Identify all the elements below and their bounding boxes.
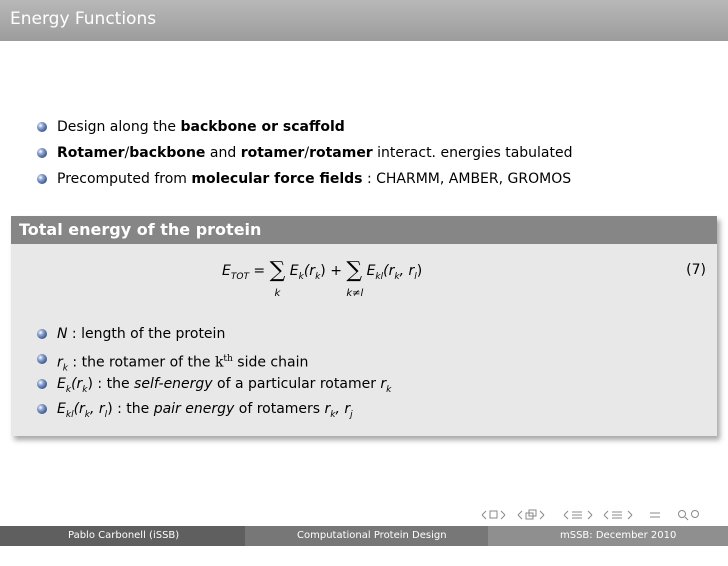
energy-equation [222, 258, 423, 299]
def-text: (r [73, 401, 85, 417]
bullet-icon [37, 404, 47, 414]
eq-text: (r [383, 263, 395, 279]
nav-next-frame-icon[interactable] [501, 511, 505, 519]
nav-frame-icon [490, 511, 497, 518]
footer-title: Computational Protein Design [297, 530, 447, 541]
sum-index-1: k [274, 288, 281, 299]
nav-section-icon [572, 512, 582, 518]
nav-prev-subsection-icon[interactable] [518, 511, 522, 519]
eq-text: ) [416, 263, 423, 279]
def-symbol: r [380, 376, 387, 392]
def-text: , r [90, 401, 105, 417]
list-item-text: / [304, 145, 310, 161]
def-subscript: k [84, 409, 91, 420]
def-text: ) [87, 376, 93, 392]
list-item [37, 169, 573, 195]
def-subscript: l [104, 409, 108, 420]
sum-symbol-2: ∑ k≠l [346, 258, 364, 299]
eq-subscript: kl [375, 271, 384, 282]
def-text: of a particular rotamer [212, 376, 381, 392]
list-item [37, 324, 391, 349]
def-subscript: k [82, 384, 88, 395]
eq-text: ) [320, 263, 326, 279]
nav-prev-doc-icon[interactable] [604, 511, 608, 519]
def-text: of rotamers [234, 401, 325, 417]
def-text: : length of the protein [67, 326, 226, 342]
list-item-text: : CHARMM, AMBER, GROMOS [362, 171, 572, 187]
def-subscript: k [386, 384, 392, 395]
nav-doc-icon [612, 512, 622, 518]
nav-next-subsection-icon[interactable] [540, 511, 544, 519]
footer-page-number: 25 / 45 [526, 550, 562, 561]
def-italic: pair energy [153, 401, 235, 417]
def-text: ) [107, 401, 113, 417]
def-symbol: N [57, 326, 68, 342]
def-subscript: k [62, 363, 68, 374]
list-item-text: rotamer [309, 145, 373, 161]
def-symbol: k [214, 354, 224, 371]
list-item-text: Design along the [57, 119, 181, 135]
bullet-icon [37, 122, 47, 132]
eq-subscript: k [315, 271, 321, 282]
list-item-text: Rotamer [57, 145, 125, 161]
footer-title-segment [245, 526, 488, 546]
def-symbol: E [57, 401, 66, 417]
search-icon[interactable] [679, 511, 699, 521]
footer-date-segment [488, 526, 728, 561]
def-text: , r [335, 401, 351, 417]
list-item-text: rotamer [240, 145, 305, 161]
def-superscript: th [223, 354, 233, 364]
def-symbol: E [57, 376, 66, 392]
bullet-icon [37, 379, 47, 389]
eq-subscript: l [414, 271, 417, 282]
def-text: side chain [232, 354, 309, 371]
def-subscript: j [350, 409, 353, 420]
footer-event: mSSB: December 2010 [560, 530, 677, 541]
list-item-text: Precomputed from [57, 171, 192, 187]
eq-symbol: E [289, 263, 299, 279]
bullet-icon [37, 329, 47, 339]
list-item [37, 117, 573, 143]
definition-bullet-list [37, 324, 391, 424]
list-item [37, 143, 573, 169]
block-title-bar [11, 216, 717, 244]
nav-prev-section-icon[interactable] [564, 511, 568, 519]
def-subscript: kl [65, 409, 74, 420]
nav-next-doc-icon[interactable] [628, 511, 632, 519]
bullet-icon [37, 354, 47, 364]
list-item [37, 349, 391, 374]
def-symbol: r [324, 401, 331, 417]
sum-index-2: k≠l [346, 288, 364, 299]
list-item-text: molecular force fields [191, 171, 363, 187]
sum-symbol-1: ∑ k [269, 258, 286, 299]
list-item [37, 399, 391, 424]
frame-title-bar [0, 0, 728, 41]
footer-author: Pablo Carbonell (iSSB) [68, 530, 180, 541]
eq-text: , r [399, 263, 415, 279]
def-subscript: k [65, 384, 72, 395]
def-symbol: r [57, 354, 63, 371]
eq-text: (r [303, 263, 316, 279]
nav-prev-frame-icon[interactable] [482, 511, 486, 519]
eq-equals: = [253, 263, 266, 279]
def-text: : the rotamer of the [67, 354, 215, 371]
bullet-icon [37, 174, 47, 184]
eq-symbol: E [222, 263, 231, 279]
nav-subsection-icon [526, 510, 536, 519]
nav-align-icon[interactable] [650, 513, 660, 517]
eq-subscript: k [394, 271, 400, 282]
list-item-text: backbone [129, 145, 206, 161]
def-text: (r [71, 376, 83, 392]
eq-symbol: E [366, 263, 376, 279]
equation-number: (7) [686, 262, 706, 278]
def-subscript: k [330, 409, 336, 420]
list-item [37, 374, 391, 399]
def-text: : the [92, 376, 135, 392]
list-item-text: and [205, 145, 241, 161]
block-title: Total energy of the protein [19, 220, 262, 239]
nav-next-section-icon[interactable] [588, 511, 592, 519]
frame-title: Energy Functions [10, 9, 157, 29]
beamer-navigation-bar [478, 508, 728, 522]
list-item-text: interact. energies tabulated [372, 145, 573, 161]
def-text: : the [112, 401, 154, 417]
eq-subscript: TOT [230, 271, 249, 282]
footer-author-segment [0, 526, 245, 546]
bullet-icon [37, 148, 47, 158]
footer-bar [0, 526, 728, 561]
intro-bullet-list [37, 117, 573, 195]
list-item-text: / [124, 145, 130, 161]
eq-plus: + [330, 263, 342, 279]
list-item-text: backbone or scaffold [180, 119, 345, 135]
eq-subscript: k [298, 271, 304, 282]
def-italic: self-energy [134, 376, 213, 392]
